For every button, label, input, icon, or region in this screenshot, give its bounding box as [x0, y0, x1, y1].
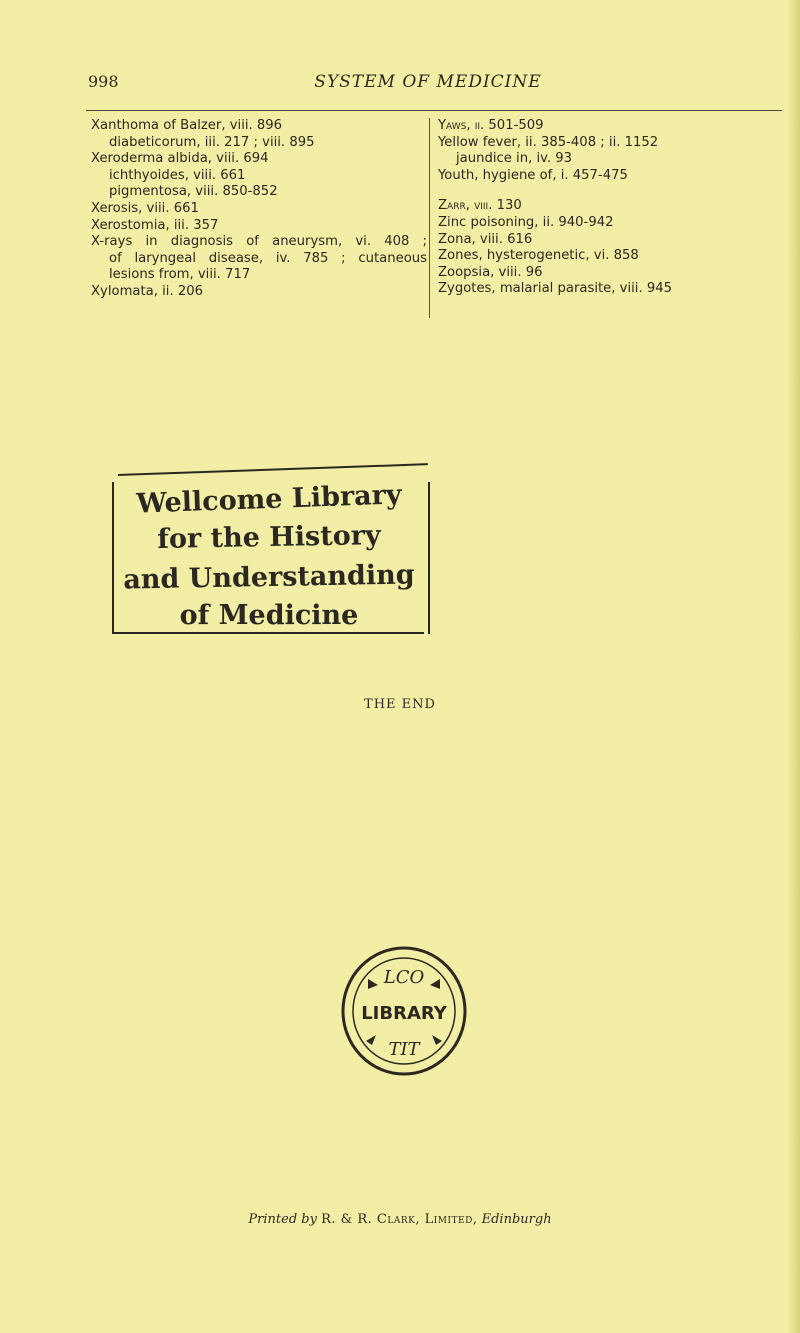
- page-edge: [786, 0, 800, 1333]
- column-divider: [429, 118, 430, 318]
- index-entry: Xanthoma of Balzer, viii. 896: [91, 118, 283, 133]
- running-title: SYSTEM OF MEDICINE: [314, 72, 542, 92]
- index-entry: Xylomata, ii. 206: [91, 283, 204, 299]
- index-entry: Xerostomia, iii. 357: [91, 217, 219, 233]
- index-subentry: ichthyoides, viii. 661: [109, 167, 246, 183]
- header-rule: [86, 110, 782, 111]
- seal-bottom-text: TIT: [388, 1039, 420, 1060]
- index-entry: Zoopsia, viii. 96: [438, 264, 543, 280]
- index-subentry: jaundice in, iv. 93: [456, 151, 573, 167]
- index-entry: Zones, hysterogenetic, vi. 858: [438, 248, 639, 264]
- index-subentry: diabeticorum, iii. 217 ; viii. 895: [109, 134, 315, 150]
- index-column-right: [438, 118, 758, 298]
- library-seal-icon: [338, 945, 470, 1077]
- index-entry: Xeroderma albida, viii. 694: [91, 151, 269, 167]
- index-entry: Zygotes, malarial parasite, viii. 945: [438, 281, 673, 297]
- seal-top-text: LCO: [383, 967, 425, 988]
- the-end: THE END: [364, 697, 436, 712]
- index-entry: Yellow fever, ii. 385-408 ; ii. 1152: [438, 134, 659, 150]
- index-entry-continuation: lesions from, viii. 717: [109, 267, 251, 283]
- index-entry: Youth, hygiene of, i. 457-475: [438, 167, 628, 183]
- page-number: 998: [88, 72, 119, 91]
- index-entry: Yaws, ii. 501-509: [438, 118, 544, 133]
- stamp-line: and Understanding: [123, 559, 415, 596]
- imprint-printed-by: Printed by: [248, 1212, 317, 1227]
- index-entry: Zarr, viii. 130: [438, 198, 522, 214]
- imprint-printer: R. & R. Clark, Limited,: [321, 1212, 478, 1227]
- index-column-left: [91, 118, 427, 301]
- index-entry: Zinc poisoning, ii. 940-942: [438, 214, 614, 230]
- stamp-line: Wellcome Library: [135, 479, 403, 520]
- index-entry-continuation: of laryngeal disease, iv. 785 ; cutaneous: [109, 250, 427, 266]
- stamp-top-rule: [118, 463, 428, 476]
- index-entry: Xerosis, viii. 661: [91, 200, 199, 216]
- page-header: [88, 72, 768, 96]
- stamp-bottom-rule: [112, 632, 424, 634]
- seal-library-text: LIBRARY: [361, 1003, 447, 1024]
- imprint-place: Edinburgh: [481, 1212, 552, 1227]
- index-entry: X-rays in diagnosis of aneurysm, vi. 408 ;: [91, 234, 427, 250]
- wellcome-library-stamp: [112, 470, 428, 640]
- index-entry: Zona, viii. 616: [438, 231, 533, 247]
- stamp-line: of Medicine: [179, 600, 359, 631]
- printer-imprint: [0, 1212, 800, 1227]
- index-subentry: pigmentosa, viii. 850-852: [109, 184, 278, 200]
- stamp-line: for the History: [157, 520, 381, 555]
